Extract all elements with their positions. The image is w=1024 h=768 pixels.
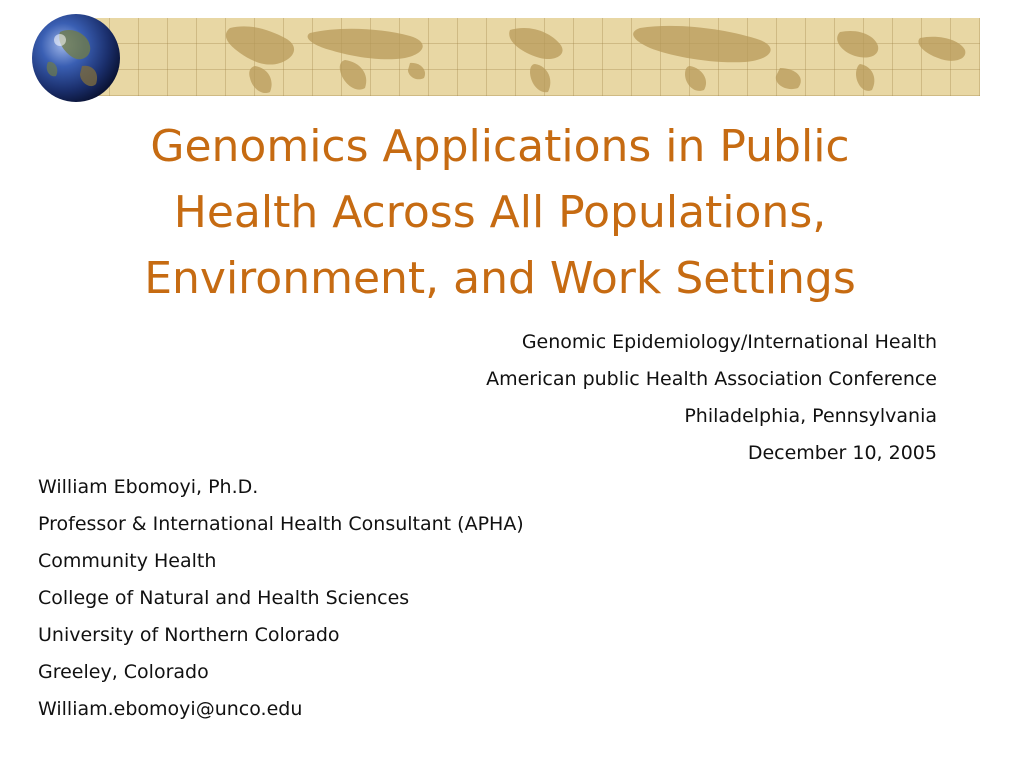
event-details (486, 324, 937, 472)
author-name: William Ebomoyi, Ph.D. (38, 476, 259, 498)
author-department: Community Health (38, 550, 217, 572)
world-map-illustration (80, 18, 980, 96)
event-section: Genomic Epidemiology/International Health (521, 331, 937, 353)
event-conference: American public Health Association Conference (486, 368, 937, 390)
author-university: University of Northern Colorado (38, 624, 340, 646)
title-line-1: Genomics Applications in Public (150, 121, 850, 172)
globe-icon (30, 12, 122, 104)
author-email: William.ebomoyi@unco.edu (38, 698, 303, 720)
author-city: Greeley, Colorado (38, 661, 209, 683)
title-line-2: Health Across All Populations, (173, 187, 827, 238)
slide-title (60, 114, 940, 312)
author-title: Professor & International Health Consultant (APHA) (38, 513, 524, 535)
event-date: December 10, 2005 (747, 442, 937, 464)
author-college: College of Natural and Health Sciences (38, 587, 410, 609)
event-location: Philadelphia, Pennsylvania (684, 405, 937, 427)
title-line-3: Environment, and Work Settings (144, 253, 856, 304)
world-map-banner (80, 18, 980, 96)
author-details (38, 469, 524, 728)
